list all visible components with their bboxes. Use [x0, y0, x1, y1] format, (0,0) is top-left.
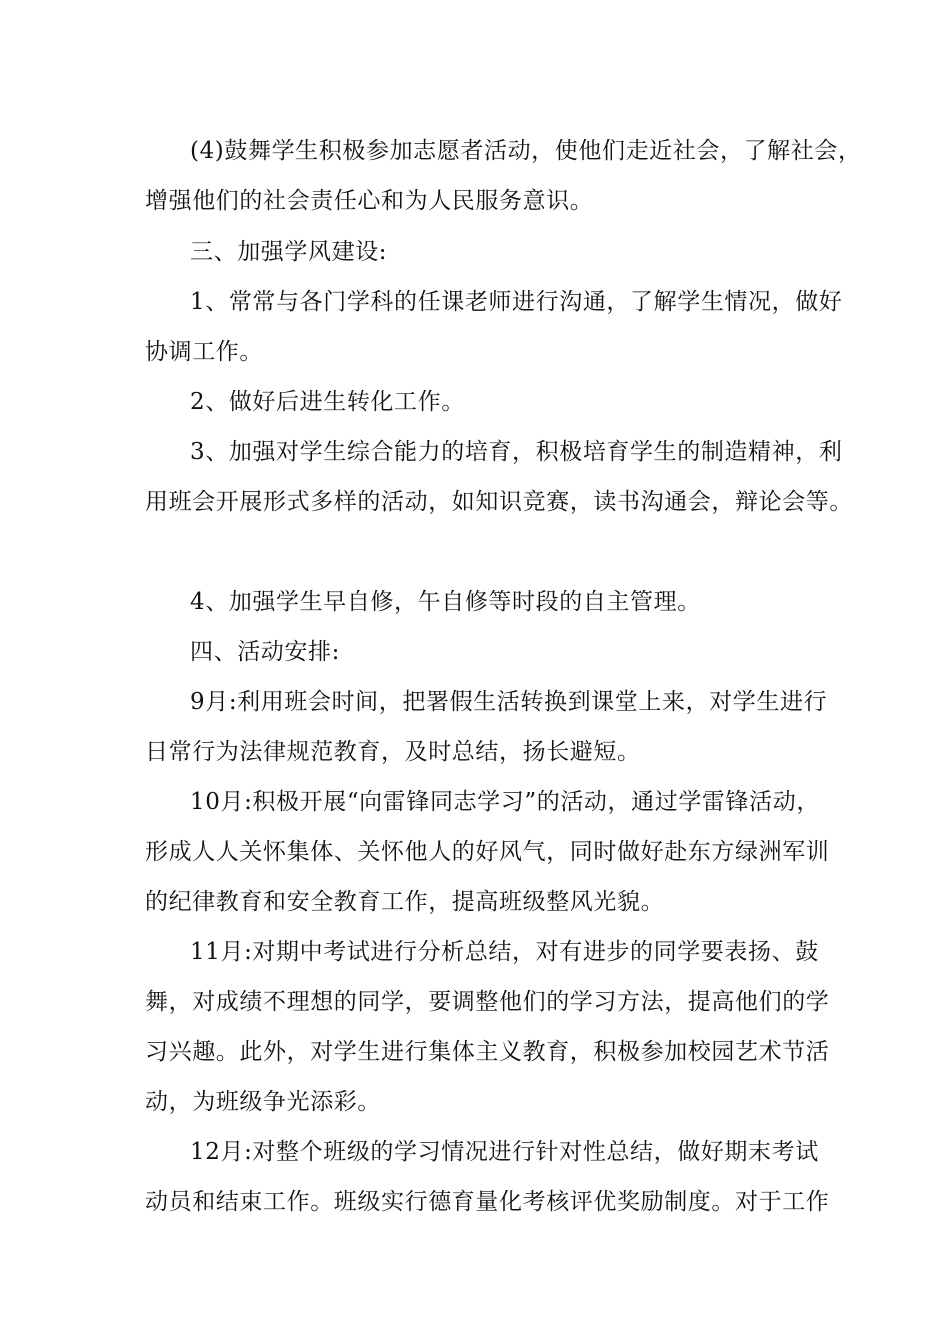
section-heading: 四、活动安排:: [190, 639, 340, 665]
paragraph-line: 12月:对整个班级的学习情况进行针对性总结，做好期末考试: [190, 1139, 819, 1165]
paragraph-line: 1、常常与各门学科的任课老师进行沟通，了解学生情况，做好: [190, 289, 843, 315]
paragraph-line: 9月:利用班会时间，把署假生活转换到课堂上来，对学生进行: [190, 689, 828, 715]
paragraph-line: 用班会开展形式多样的活动，如知识竞赛，读书沟通会，辩论会等。: [145, 489, 853, 515]
paragraph-line: 形成人人关怀集体、关怀他人的好风气，同时做好赴东方绿洲军训: [145, 839, 830, 865]
paragraph-line: 11月:对期中考试进行分析总结，对有进步的同学要表扬、鼓: [190, 939, 819, 965]
paragraph-line: 10月:积极开展“向雷锋同志学习”的活动，通过学雷锋活动，: [190, 789, 820, 815]
paragraph-line: 动员和结束工作。班级实行德育量化考核评优奖励制度。对于工作: [145, 1189, 830, 1215]
paragraph-line: 增强他们的社会责任心和为人民服务意识。: [145, 188, 594, 214]
paragraph-line: 日常行为法律规范教育，及时总结，扬长避短。: [145, 739, 641, 765]
paragraph-line: 的纪律教育和安全教育工作，提高班级整风光貌。: [145, 889, 665, 915]
paragraph-line: 动，为班级争光添彩。: [145, 1089, 381, 1115]
section-heading: 三、加强学风建设:: [190, 239, 388, 265]
paragraph-line: 习兴趣。此外，对学生进行集体主义教育，积极参加校园艺术节活: [145, 1039, 830, 1065]
paragraph-line: (4)鼓舞学生积极参加志愿者活动，使他们走近社会，了解社会，: [190, 138, 862, 164]
paragraph-line: 4、加强学生早自修，午自修等时段的自主管理。: [190, 589, 701, 615]
paragraph-line: 协调工作。: [145, 339, 263, 365]
paragraph-line: 舞，对成绩不理想的同学，要调整他们的学习方法，提高他们的学: [145, 989, 830, 1015]
paragraph-line: 3、加强对学生综合能力的培育，积极培育学生的制造精神，利: [190, 439, 843, 465]
paragraph-line: 2、做好后进生转化工作。: [190, 389, 465, 415]
